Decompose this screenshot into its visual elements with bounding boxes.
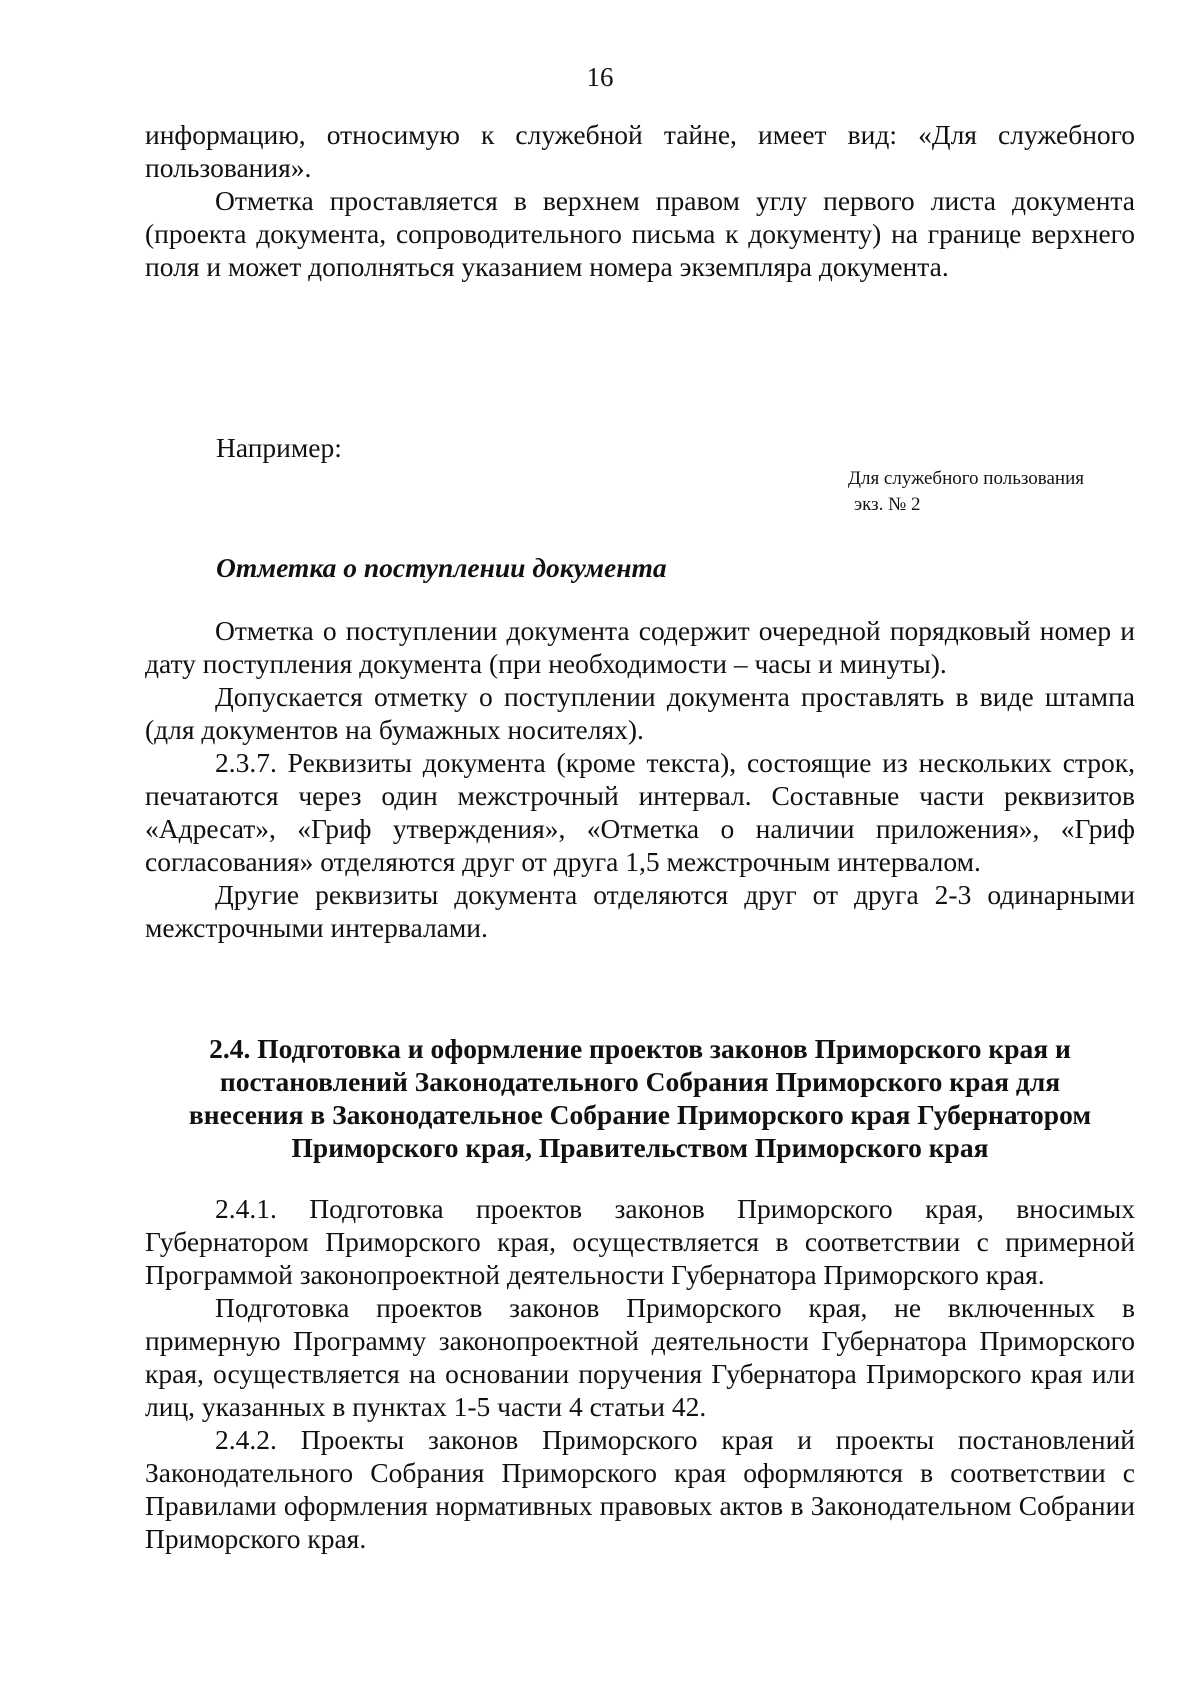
paragraph-receipt-mark: Отметка о поступлении документа содержит очередной порядковый номер и дату поступления документа (при необходимости – часы и минуты). xyxy=(145,615,1135,679)
paragraph-2-3-7: 2.3.7. Реквизиты документа (кроме текста), состоящие из нескольких строк, печатаются через один межстрочный интервал. Составные части реквизитов «Адресат», «Гриф утверждения», «Отметка о наличии приложения», «Гриф согласования» отделяются друг от друга 1,5 межстрочным интервалом. xyxy=(145,747,1135,877)
paragraph-2-4-1: 2.4.1. Подготовка проектов законов Приморского края, вносимых Губернатором Приморского края, осуществляется в соответствии с примерной Программой законопроектной деятельности Губернатора Приморского края. xyxy=(145,1193,1135,1290)
page-number: 16 xyxy=(586,62,614,92)
section-heading-line: внесения в Законодательное Собрание Приморского края Губернатором xyxy=(188,1099,1092,1130)
stamp-line-1: Для служебного пользования xyxy=(848,468,1084,489)
middle-text xyxy=(145,614,1135,944)
paragraph-other-requisites: Другие реквизиты документа отделяются друг от друга 2-3 одинарными межстрочными интервалами. xyxy=(145,879,1135,943)
paragraph-2-4-2: 2.4.2. Проекты законов Приморского края и проекты постановлений Законодательного Собрания Приморского края оформляются в соответствии с Правилами оформления нормативных правовых актов в Законодательном Собрании Приморского края. xyxy=(145,1424,1135,1554)
section-heading-line: 2.4. Подготовка и оформление проектов законов Приморского края и xyxy=(209,1033,1071,1064)
section-heading-line: постановлений Законодательного Собрания Приморского края для xyxy=(219,1066,1061,1097)
restriction-stamp xyxy=(848,466,1084,518)
paragraph-mark-placement: Отметка проставляется в верхнем правом углу первого листа документа (проекта документа, сопроводительного письма к документу) на границе верхнего поля и может дополняться указанием номера экземпляра документа. xyxy=(145,185,1135,282)
top-text xyxy=(145,118,1135,283)
example-label: Например: xyxy=(216,432,342,463)
paragraph-continuation: информацию, относимую к служебной тайне, имеет вид: «Для служебного пользования». xyxy=(145,119,1135,183)
stamp-line-2: экз. № 2 xyxy=(854,494,921,515)
bottom-text xyxy=(145,1192,1135,1555)
section-heading-line: Приморского края, Правительством Приморского края xyxy=(291,1132,989,1163)
paragraph-stamp-allowed: Допускается отметку о поступлении документа проставлять в виде штампа (для документов на бумажных носителях). xyxy=(145,681,1135,745)
paragraph-not-included: Подготовка проектов законов Приморского края, не включенных в примерную Программу законопроектной деятельности Губернатора Приморского края, осуществляется на основании поручения Губернатора Приморского края или лиц, указанных в пунктах 1-5 части 4 статьи 42. xyxy=(145,1292,1135,1422)
section-heading xyxy=(145,1032,1135,1164)
subheading: Отметка о поступлении документа xyxy=(216,552,667,583)
